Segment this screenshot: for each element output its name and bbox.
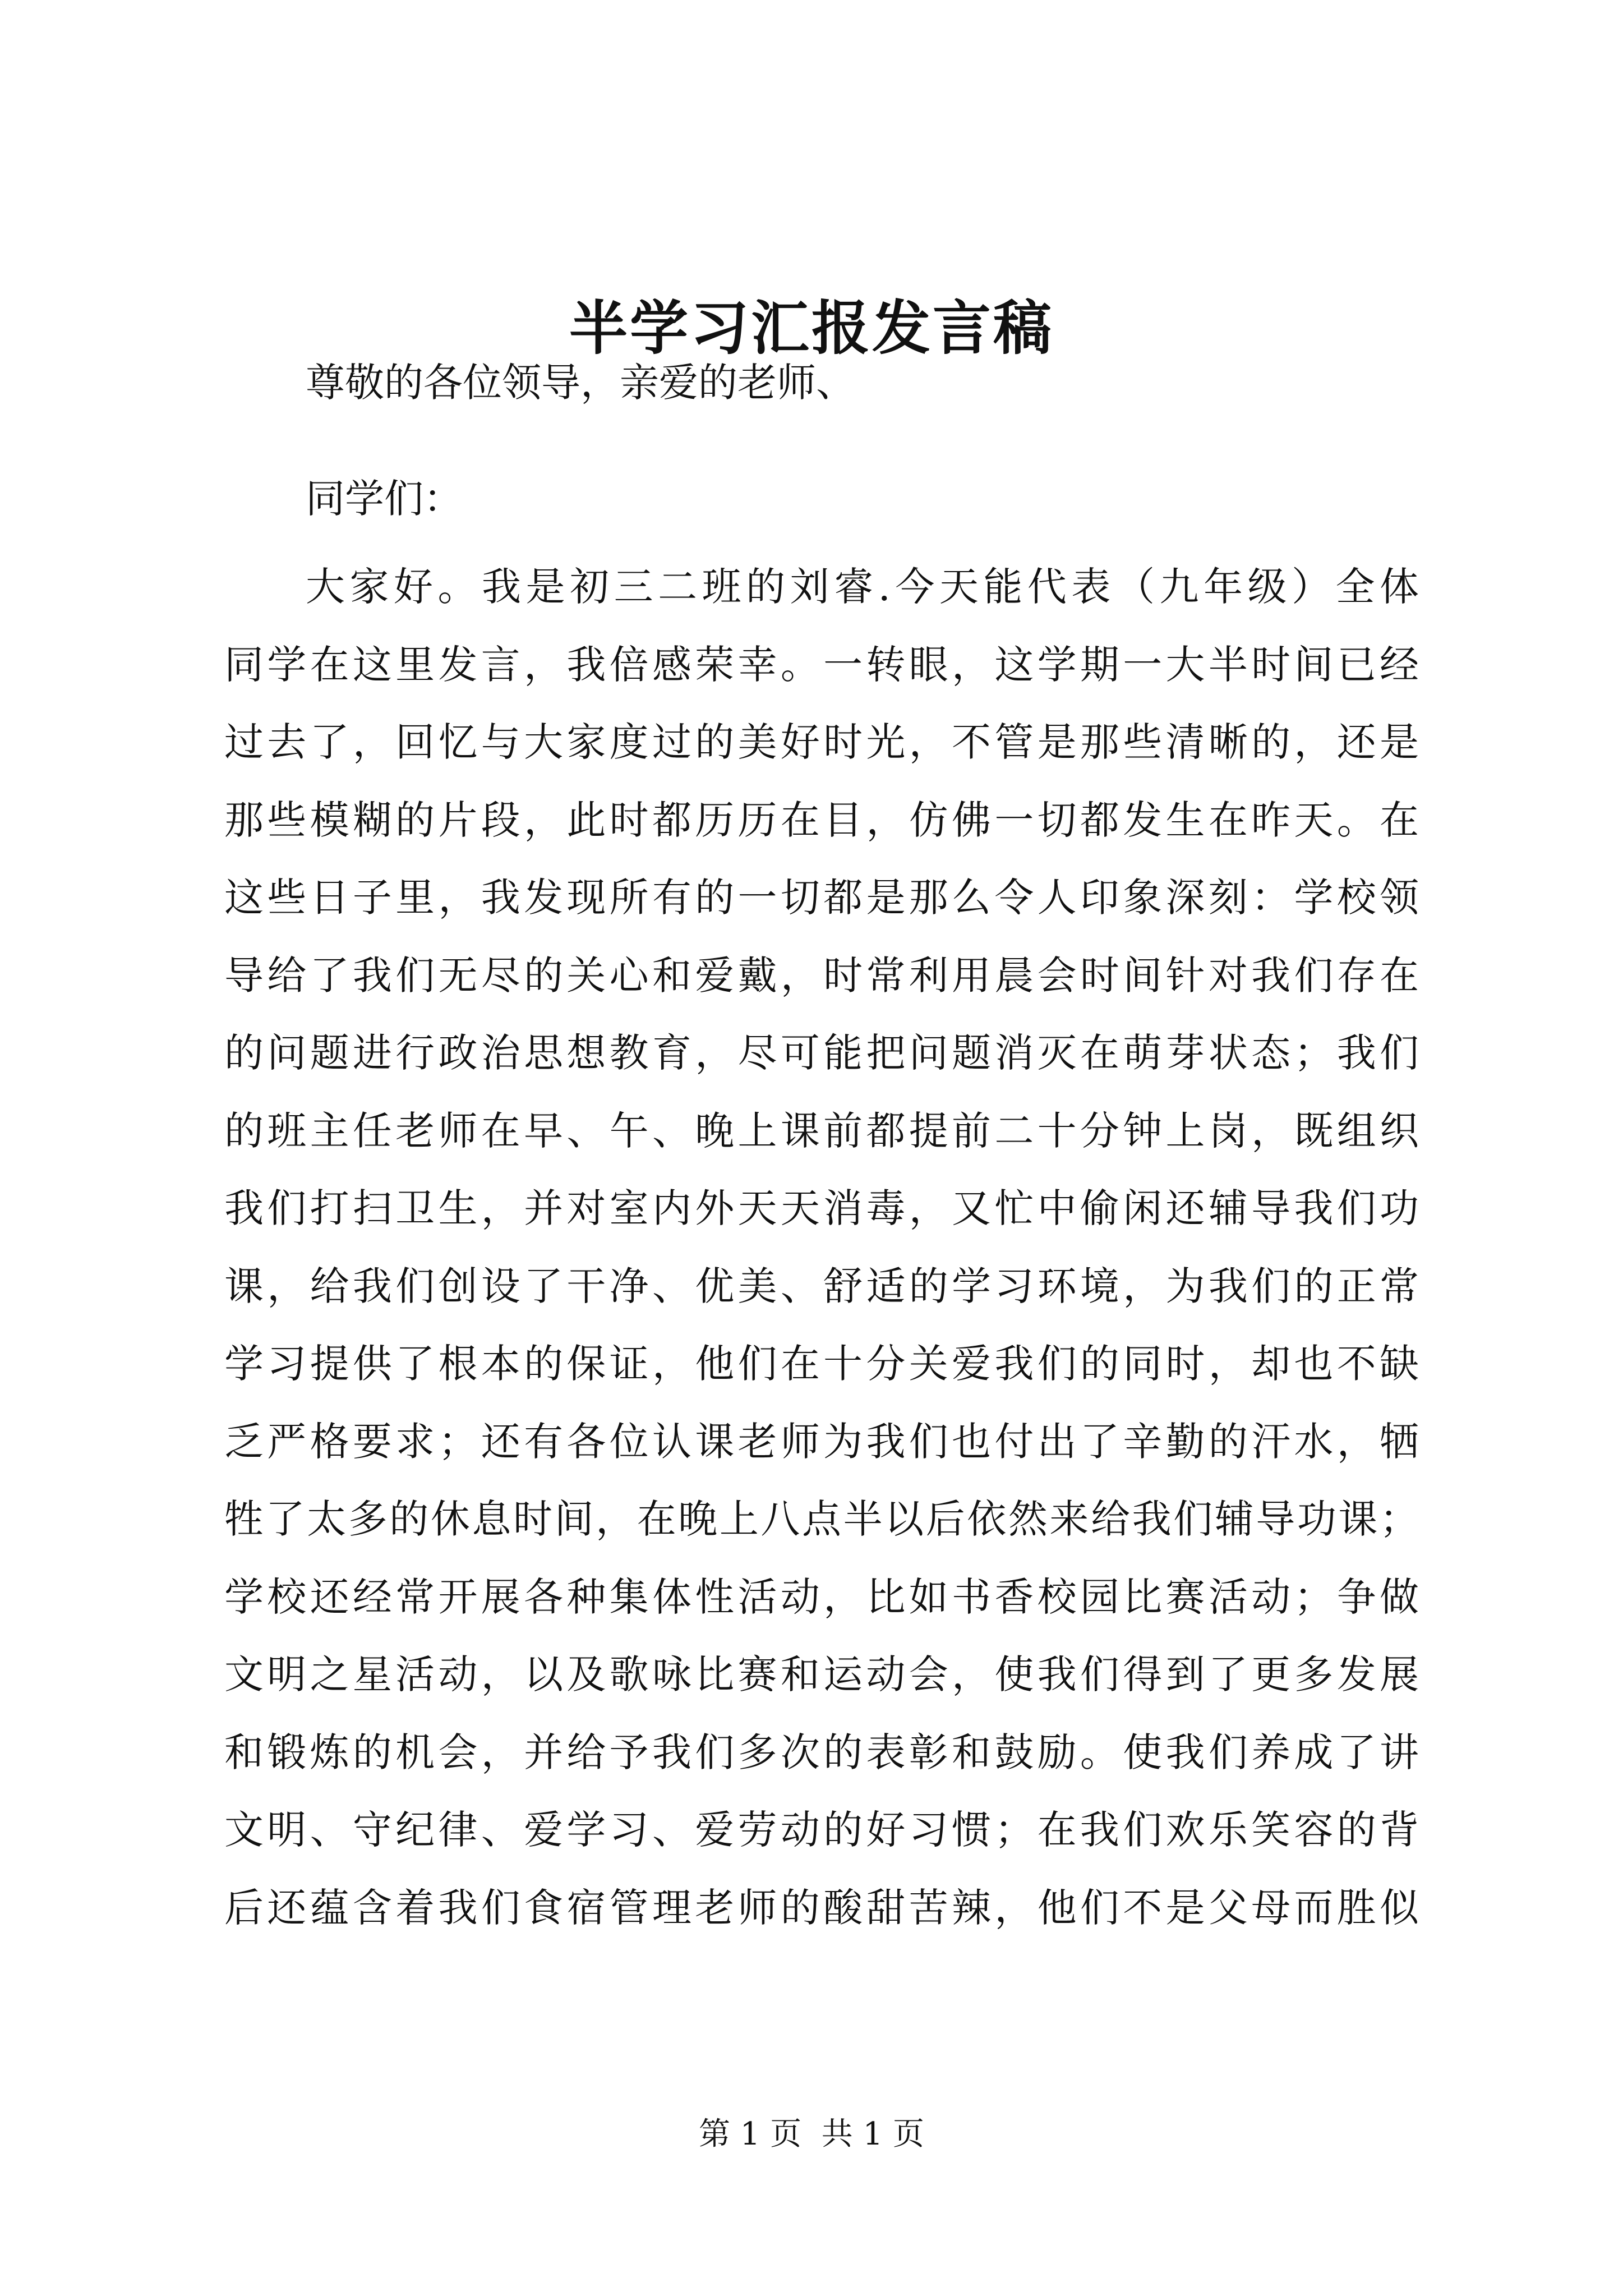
body-line: 这些日子里，我发现所有的一切都是那么令人印象深刻：学校领 [224, 875, 1419, 921]
body-line: 牲了太多的休息时间，在晚上八点半以后依然来给我们辅导功课； [224, 1496, 1419, 1542]
body-line: 的问题进行政治思想教育，尽可能把问题消灭在萌芽状态；我们 [224, 1030, 1419, 1076]
body-line: 乏严格要求；还有各位认课老师为我们也付出了辛勤的汗水，牺 [224, 1418, 1419, 1465]
body-line: 和锻炼的机会，并给予我们多次的表彰和鼓励。使我们养成了讲 [224, 1729, 1419, 1775]
body-line: 文明之星活动，以及歌咏比赛和运动会，使我们得到了更多发展 [224, 1651, 1419, 1697]
body-line: 文明、守纪律、爱学习、爱劳动的好习惯；在我们欢乐笑容的背 [224, 1807, 1419, 1853]
salutation-line-2: 同学们： [306, 476, 463, 522]
body-line: 过去了，回忆与大家度过的美好时光，不管是那些清晰的，还是 [224, 719, 1419, 765]
salutation-line-1: 尊敬的各位领导，亲爱的老师、 [306, 360, 855, 406]
body-paragraph [224, 548, 1419, 1947]
body-line: 课，给我们创设了干净、优美、舒适的学习环境，为我们的正常 [224, 1263, 1419, 1309]
body-line: 后还蕴含着我们食宿管理老师的酸甜苦辣，他们不是父母而胜似 [224, 1884, 1419, 1931]
body-line: 同学在这里发言，我倍感荣幸。一转眼，这学期一大半时间已经 [224, 641, 1419, 688]
body-line: 我们打扫卫生，并对室内外天天消毒，又忙中偷闲还辅导我们功 [224, 1185, 1419, 1231]
body-line: 的班主任老师在早、午、晚上课前都提前二十分钟上岗，既组织 [224, 1107, 1419, 1154]
body-line: 大家好。我是初三二班的刘睿.今天能代表（九年级）全体 [306, 564, 1419, 610]
body-line: 那些模糊的片段，此时都历历在目，仿佛一切都发生在昨天。在 [224, 797, 1419, 843]
body-line: 学校还经常开展各种集体性活动，比如书香校园比赛活动；争做 [224, 1573, 1419, 1620]
body-line: 学习提供了根本的保证，他们在十分关爱我们的同时，却也不缺 [224, 1341, 1419, 1387]
document-title: 半学习汇报发言稿 [569, 293, 1054, 362]
page-footer: 第 1 页 共 1 页 [698, 2116, 925, 2152]
body-line: 导给了我们无尽的关心和爱戴，时常利用晨会时间针对我们存在 [224, 952, 1419, 999]
